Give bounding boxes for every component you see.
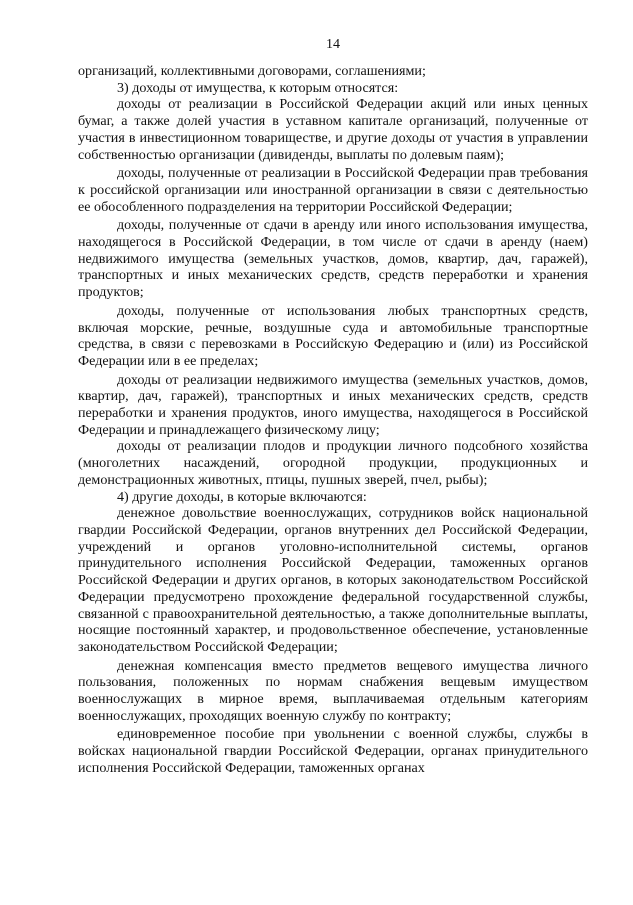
paragraph-continuation: организаций, коллективными договорами, соглашениями; [78,63,426,79]
paragraph-severance-allowance: единовременное пособие при увольнении с военной службы, службы в войсках национальной гвардии Российской Федерации, органах принудительного исполнения Российской Федерации, таможенных органах [78,726,588,776]
paragraph-clothing-compensation: денежная компенсация вместо предметов вещевого имущества личного пользования, положенных по нормам снабжения вещевым имуществом военнослужащих в мирное время, выплачиваемая отдельным категориям военнослужащих, проходящих военную службу по контракту; [78,657,588,724]
document-page [78,36,588,777]
paragraph-securities-income: доходы от реализации в Российской Федерации акций или иных ценных бумаг, а также долей участия в уставном капитале организаций, полученные от участия в инвестиционном товариществе, и другие доходы от участия в управлении собственностью организации (дивиденды, выплаты по долевым паям); [78,96,588,163]
paragraph-rent-income: доходы, полученные от сдачи в аренду или иного использования имущества, находящегося в Российской Федерации, в том числе от сдачи в аренду (наем) недвижимого имущества (земельных участков, домов, квартир, дач, гаражей), транспортных и иных механических средств, средств переработки и хранения продуктов; [78,217,588,301]
page-number: 14 [326,37,340,52]
paragraph-transport-income: доходы, полученные от использования любых транспортных средств, включая морские, речные, воздушные суда и автомобильные транспортные средства, в связи с перевозками в Российскую Федерацию и (или) из Российской Федерации или в ее пределах; [78,302,588,369]
paragraph-real-estate-income: доходы от реализации недвижимого имущества (земельных участков, домов, квартир, дач, гаражей), транспортных и иных механических средств, средств переработки и хранения продуктов, иного имущества, находящегося в Российской Федерации и принадлежащего физическому лицу; [78,371,588,438]
paragraph-property-income-heading: 3) доходы от имущества, к которым относятся: [117,79,399,96]
paragraph-other-income-heading: 4) другие доходы, в которые включаются: [117,488,367,505]
paragraph-claims-income: доходы, полученные от реализации в Российской Федерации прав требования к российской организации или иностранной организации в связи с деятельностью ее обособленного подразделения на территории Российской Федерации; [78,165,588,215]
paragraph-military-allowance: денежное довольствие военнослужащих, сотрудников войск национальной гвардии Российской Федерации, органов внутренних дел Российской Федерации, учреждений и органов уголовно-исполнительной системы, органов принудительного исполнения Российской Федерации, таможенных органов Российской Федерации и других органов, в которых законодательством Российской Федерации предусмотрено прохождение федеральной государственной службы, связанной с правоохранительной деятельностью, а также дополнительные выплаты, носящие постоянный характер, и продовольственное обеспечение, установленные законодательством Российской Федерации; [78,505,588,655]
paragraph-farm-income: доходы от реализации плодов и продукции личного подсобного хозяйства (многолетних насаждений, огородной продукции, продукционных и демонстрационных животных, птицы, пушных зверей, пчел, рыбы); [78,438,588,488]
